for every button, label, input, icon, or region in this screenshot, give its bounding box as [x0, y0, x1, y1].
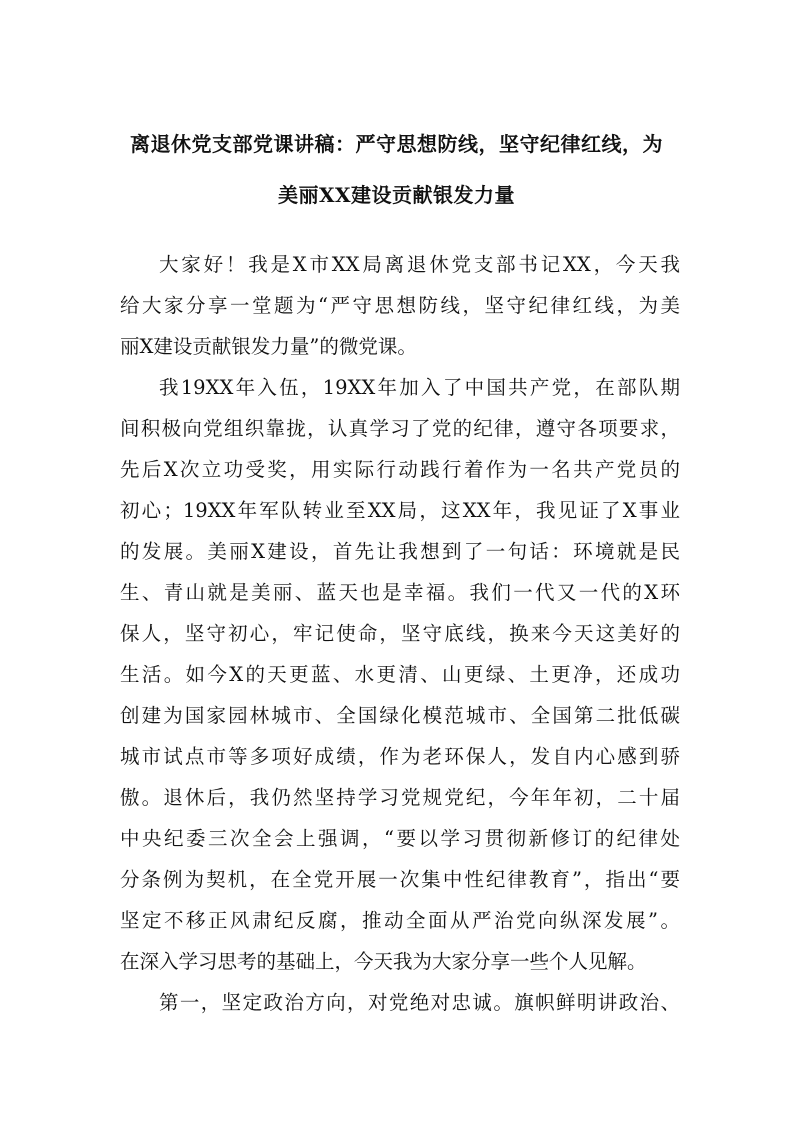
- body-line: 创建为国家园林城市、全国绿化模范城市、全国第二批低碳: [120, 704, 680, 727]
- body-line: 坚定不移正风肃纪反腐，推动全面从严治党向纵深发展”。: [120, 909, 680, 932]
- body-line: 给大家分享一堂题为“严守思想防线，坚守纪律红线，为美: [120, 294, 680, 317]
- body-line: 生、青山就是美丽、蓝天也是幸福。我们一代又一代的X环: [120, 581, 680, 604]
- body-line: 第一，坚定政治方向，对党绝对忠诚。旗帜鲜明讲政治、: [159, 991, 680, 1014]
- body-line: 保人，坚守初心，牢记使命，坚守底线，换来今天这美好的: [120, 622, 680, 645]
- body-line: 先后X次立功受奖，用实际行动践行着作为一名共产党员的: [120, 458, 680, 481]
- body-line: 傲。退休后，我仍然坚持学习党规党纪，今年年初，二十届: [120, 786, 680, 809]
- body-line: 在深入学习思考的基础上，今天我为大家分享一些个人见解。: [120, 950, 647, 973]
- document-body: [120, 244, 680, 1023]
- document-title-line-2: 美丽XX建设贡献银发力量: [277, 183, 516, 207]
- body-line: 初心；19XX年军队转业至XX局，这XX年，我见证了X事业: [120, 499, 680, 522]
- body-line: 丽X建设贡献银发力量”的微党课。: [120, 335, 417, 358]
- body-line: 大家好！我是X市XX局离退休党支部书记XX，今天我: [159, 253, 680, 276]
- body-line: 城市试点市等多项好成绩，作为老环保人，发自内心感到骄: [120, 745, 680, 768]
- body-line: 中央纪委三次全会上强调，“要以学习贯彻新修订的纪律处: [120, 827, 680, 850]
- body-line: 我19XX年入伍，19XX年加入了中国共产党，在部队期: [159, 376, 680, 399]
- body-line: 生活。如今X的天更蓝、水更清、山更绿、土更净，还成功: [120, 663, 680, 686]
- document-title-line-1: 离退休党支部党课讲稿：严守思想防线，坚守纪律红线，为: [130, 132, 663, 156]
- body-line: 分条例为契机，在全党开展一次集中性纪律教育”，指出“要: [120, 868, 680, 891]
- body-line: 的发展。美丽X建设，首先让我想到了一句话：环境就是民: [120, 540, 680, 563]
- body-line: 间积极向党组织靠拢，认真学习了党的纪律，遵守各项要求，: [120, 417, 680, 440]
